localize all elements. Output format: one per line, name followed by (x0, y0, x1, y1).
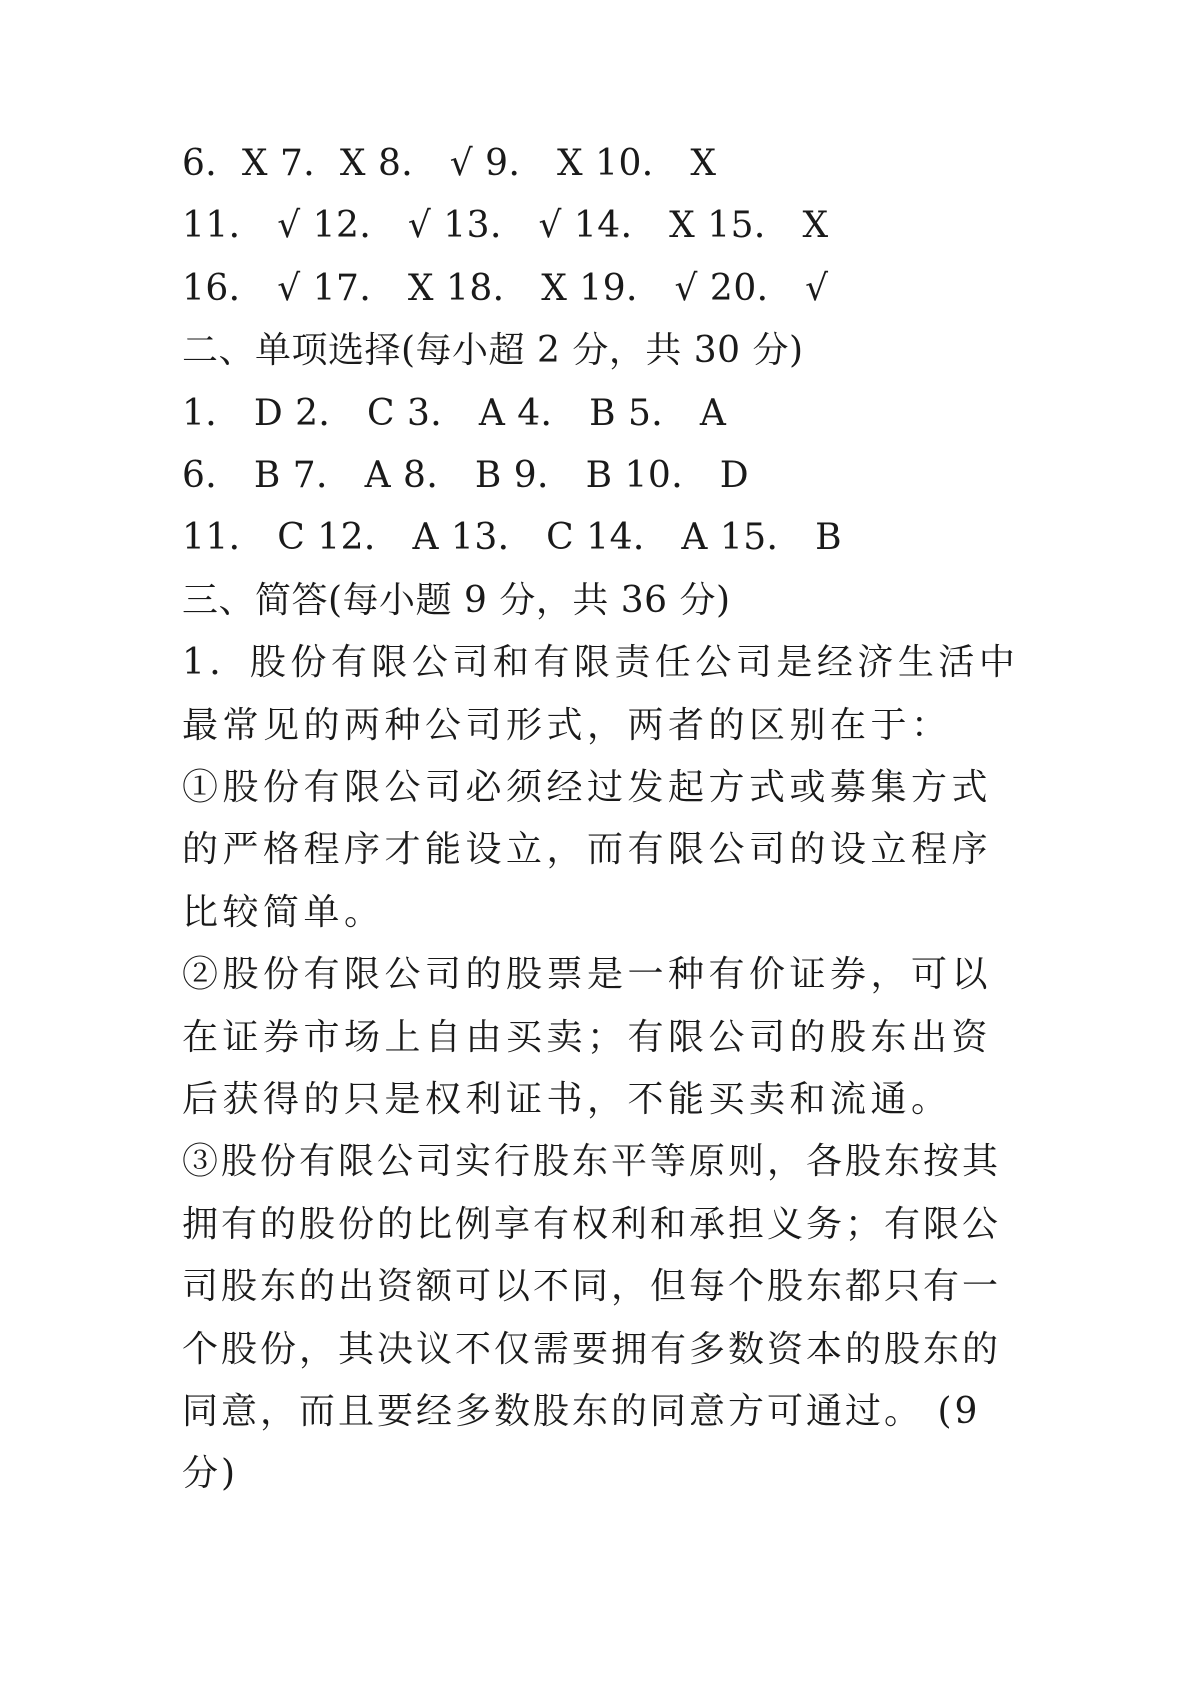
answer-point-two: ②股份有限公司的股票是一种有价证券，可以在证券市场上自由买卖；有限公司的股东出资后获得的只是权利证书，不能买卖和流通。 (182, 954, 993, 1120)
choice-answers-line: 11． C 12． A 13． C 14． A 15． B (182, 517, 843, 559)
judgement-answers-line: 16． √ 17． X 18． X 19． √ 20． √ (182, 267, 829, 309)
answer-point-three: ③股份有限公司实行股东平等原则，各股东按其拥有的股份的比例享有权利和承担义务；有限公司股东的出资额可以不同，但每个股东都只有一个股份，其决议不仅需要拥有多数资本的股东的同意，而且要经多数股东的同意方可通过。 (9分) (182, 1141, 1002, 1495)
judgement-answers-line: 11． √ 12． √ 13． √ 14． X 15． X (182, 205, 829, 247)
choice-answers-line: 6． B 7． A 8． B 9． B 10． D (182, 454, 750, 496)
judgement-answers-line: 6．X 7．X 8． √ 9． X 10． X (182, 143, 717, 184)
section-three-heading: 三、简答(每小题 9 分，共 36 分) (182, 579, 731, 621)
answer-key-content (182, 133, 1022, 1506)
question-one-intro: 1．股份有限公司和有限责任公司是经济生活中最常见的两种公司形式，两者的区别在于： (182, 642, 1020, 746)
section-two-heading: 二、单项选择(每小超 2 分，共 30 分) (182, 330, 804, 372)
answer-point-one: ①股份有限公司必须经过发起方式或募集方式的严格程序才能设立，而有限公司的设立程序比较简单。 (182, 766, 993, 933)
choice-answers-line: 1． D 2． C 3． A 4． B 5． A (182, 392, 727, 434)
